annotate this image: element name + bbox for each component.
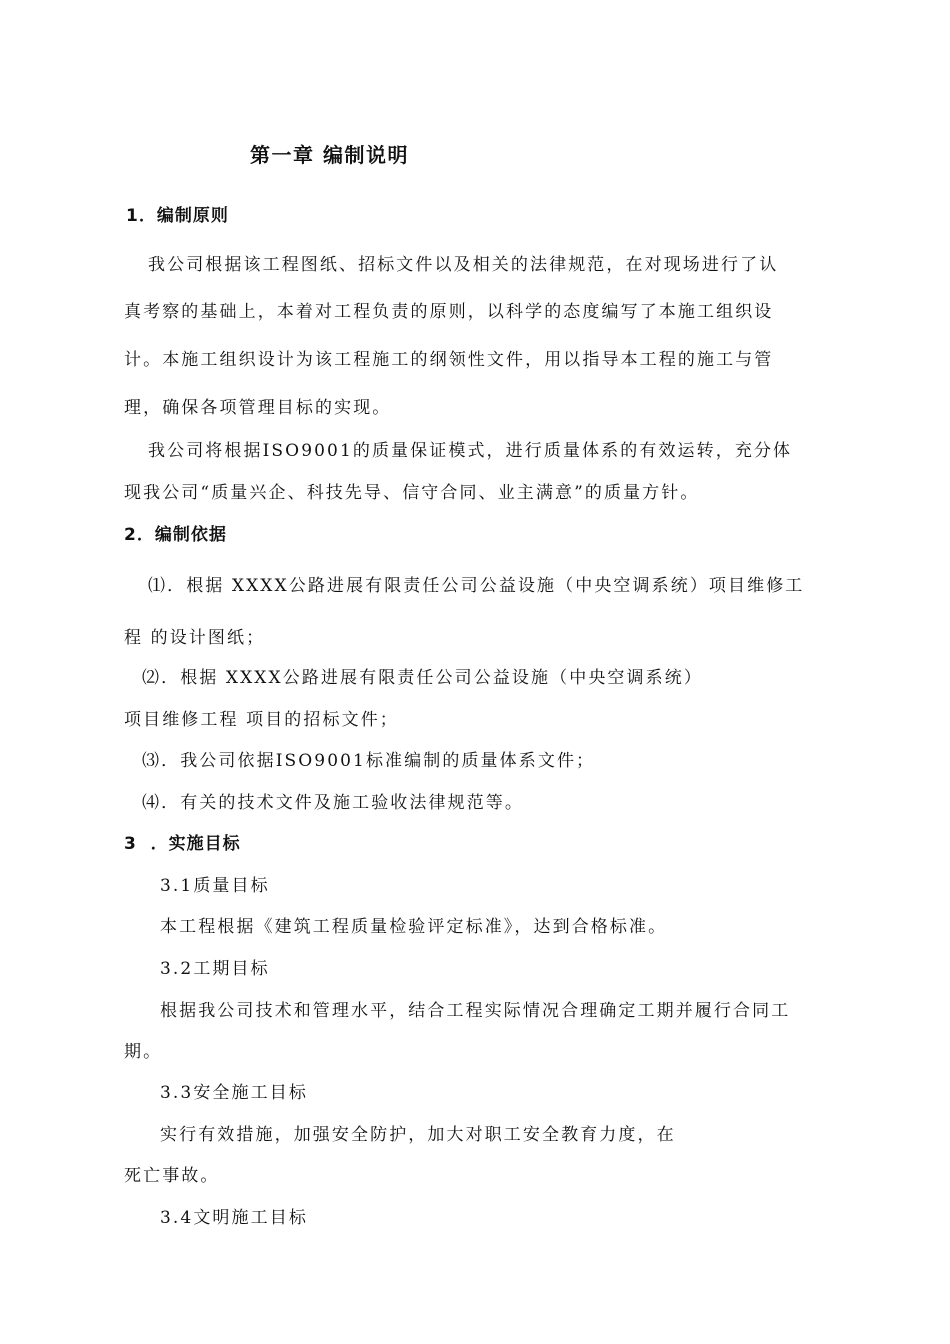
subsection-title: 3.3安全施工目标 xyxy=(160,1083,308,1103)
paragraph-line: 我公司根据该工程图纸、招标文件以及相关的法律规范，在对现场进行了认 xyxy=(148,255,779,275)
section-heading-basis: 2．编制依据 xyxy=(124,525,227,545)
paragraph-line: 理，确保各项管理目标的实现。 xyxy=(124,398,392,418)
paragraph-line: 死亡事故。 xyxy=(124,1166,220,1186)
basis-item: 程 的设计图纸； xyxy=(124,628,266,648)
paragraph-line: 现我公司“质量兴企、科技先导、信守合同、业主满意”的质量方针。 xyxy=(124,483,700,503)
paragraph-line: 真考察的基础上，本着对工程负责的原则，以科学的态度编写了本施工组织设 xyxy=(124,302,774,322)
subsection-title: 3.4文明施工目标 xyxy=(160,1208,308,1228)
paragraph-line: 实行有效措施，加强安全防护，加大对职工安全教育力度，在 xyxy=(160,1125,676,1145)
paragraph-line: 本工程根据《建筑工程质量检验评定标准》，达到合格标准。 xyxy=(160,917,668,937)
subsection-title: 3.2工期目标 xyxy=(160,959,270,979)
basis-item: ⑵．根据 XXXX公路进展有限责任公司公益设施（中央空调系统） xyxy=(142,668,703,688)
paragraph-line: 期。 xyxy=(124,1042,163,1062)
paragraph-line: 根据我公司技术和管理水平，结合工程实际情况合理确定工期并履行合同工 xyxy=(160,1001,791,1021)
basis-item: ⑴．根据 XXXX公路进展有限责任公司公益设施（中央空调系统）项目维修工 xyxy=(148,576,805,596)
paragraph-line: 计。本施工组织设计为该工程施工的纲领性文件，用以指导本工程的施工与管 xyxy=(124,350,774,370)
section-heading-principles: 1．编制原则 xyxy=(126,206,229,226)
chapter-title: 第一章 编制说明 xyxy=(250,143,409,167)
basis-item: ⑷．有关的技术文件及施工验收法律规范等。 xyxy=(142,793,524,813)
basis-item: 项目维修工程 项目的招标文件； xyxy=(124,710,399,730)
basis-item: ⑶．我公司依据ISO9001标准编制的质量体系文件； xyxy=(142,751,596,771)
paragraph-line: 我公司将根据ISO9001的质量保证模式，进行质量体系的有效运转，充分体 xyxy=(148,441,793,461)
section-heading-goals: 3 ．实施目标 xyxy=(124,834,241,854)
subsection-title: 3.1质量目标 xyxy=(160,876,270,896)
